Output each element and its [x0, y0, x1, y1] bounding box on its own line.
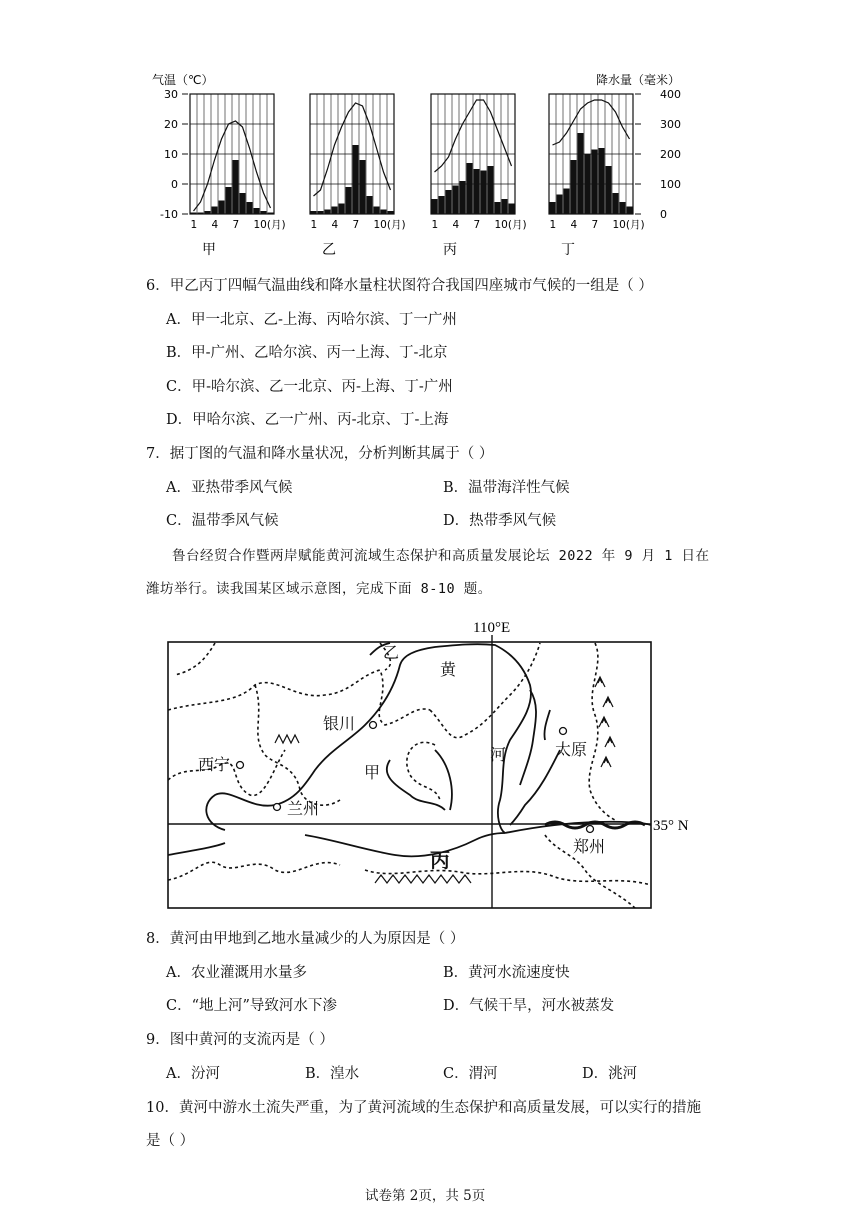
q9-option-a[interactable]: A．汾河 [166, 1066, 220, 1082]
precipitation-bar [474, 169, 480, 214]
precipitation-tick-label: 100 [660, 178, 681, 191]
precipitation-bar [233, 160, 239, 214]
label-he: 河 [490, 745, 507, 764]
chart-name-2: 乙 [322, 242, 336, 258]
precipitation-bar [360, 160, 366, 214]
month-tick-label: 10(月) [612, 219, 645, 231]
q7-stem: 7．据丁图的气温和降水量状况，分析判断其属于（ ） [146, 446, 494, 462]
temperature-tick-label: 0 [171, 178, 178, 191]
precipitation-bar [578, 133, 584, 214]
xining-marker [237, 762, 244, 769]
month-tick-label: 4 [211, 219, 219, 231]
q8-option-c[interactable]: C．“地上河”导致河水下渗 [166, 998, 337, 1014]
lanzhou-label: 兰州 [287, 799, 320, 818]
temperature-tick-label: 10 [164, 148, 178, 161]
yinchuan-marker [370, 722, 377, 729]
label-jia: 甲 [364, 763, 381, 782]
month-tick-label: 7 [591, 219, 599, 231]
precipitation-bar [613, 193, 619, 214]
label-bing: 丙 [430, 848, 450, 872]
latitude-label: 35° N [653, 818, 689, 834]
q9-option-d[interactable]: D．洮河 [582, 1066, 638, 1082]
precipitation-bar [247, 202, 253, 214]
precipitation-bar [318, 211, 324, 214]
precipitation-bar [353, 145, 359, 214]
precipitation-bar [367, 196, 373, 214]
precipitation-bar [467, 163, 473, 214]
month-tick-label: 4 [452, 219, 460, 231]
climate-charts [148, 70, 688, 270]
zhengzhou-marker [587, 826, 594, 833]
precipitation-bar [606, 166, 612, 214]
precipitation-bar [339, 204, 345, 215]
q7-option-d[interactable]: D．热带季风气候 [443, 513, 557, 529]
q9-stem: 9．图中黄河的支流丙是（ ） [146, 1032, 334, 1048]
precipitation-bar [388, 211, 394, 214]
precipitation-bar [432, 199, 438, 214]
precipitation-bar [446, 190, 452, 214]
precipitation-bar [509, 204, 515, 215]
precipitation-bar [592, 150, 598, 215]
passage-line-2: 潍坊举行。读我国某区域示意图，完成下面 8-10 题。 [146, 581, 492, 597]
q10-stem-continued: 是（ ） [146, 1133, 195, 1149]
month-tick-label: 10(月) [373, 219, 406, 231]
passage-line-1: 鲁台经贸合作暨两岸赋能黄河流域生态保护和高质量发展论坛 2022 年 9 月 1 日在 [172, 548, 710, 564]
precipitation-bar [599, 148, 605, 214]
precipitation-bar [571, 160, 577, 214]
month-tick-label: 1 [431, 219, 439, 231]
temperature-axis-label: 气温（℃） [152, 73, 214, 87]
month-tick-label: 1 [190, 219, 198, 231]
q6-option-d[interactable]: D．甲哈尔滨、乙一广州、丙-北京、丁-上海 [166, 412, 449, 428]
precipitation-bar [219, 201, 225, 215]
month-tick-label: 10(月) [494, 219, 527, 231]
q6-option-c[interactable]: C．甲-哈尔滨、乙一北京、丙-上海、丁-广州 [166, 379, 453, 395]
precipitation-bar [381, 210, 387, 215]
taiyuan-marker [560, 728, 567, 735]
zhengzhou-label: 郑州 [573, 837, 606, 856]
yinchuan-label: 银川 [323, 714, 356, 733]
precipitation-axis-label: 降水量（毫米） [596, 73, 681, 87]
precipitation-bar [481, 171, 487, 215]
page-footer: 试卷第 2页，共 5页 [365, 1188, 486, 1204]
precipitation-bar [240, 193, 246, 214]
temperature-tick-label: -10 [160, 208, 178, 221]
precipitation-bar [198, 213, 204, 215]
q7-option-a[interactable]: A．亚热带季风气候 [166, 480, 293, 496]
q8-option-b[interactable]: B．黄河水流速度快 [443, 965, 570, 981]
precipitation-bar [585, 154, 591, 214]
label-yi: 乙 [383, 643, 400, 662]
precipitation-bar [488, 166, 494, 214]
precipitation-bar [332, 207, 338, 215]
precipitation-bar [620, 202, 626, 214]
month-tick-label: 4 [570, 219, 578, 231]
q6-stem: 6．甲乙丙丁四幅气温曲线和降水量柱状图符合我国四座城市气候的一组是（ ） [146, 278, 653, 294]
temperature-tick-label: 30 [164, 88, 178, 101]
precipitation-bar [226, 187, 232, 214]
q8-option-a[interactable]: A．农业灌溉用水量多 [166, 965, 307, 981]
precipitation-tick-label: 300 [660, 118, 681, 131]
precipitation-bar [254, 208, 260, 214]
month-tick-label: 10(月) [253, 219, 286, 231]
q10-stem: 10．黄河中游水土流失严重，为了黄河流域的生态保护和高质量发展，可以实行的措施 [146, 1100, 701, 1116]
precipitation-bar [268, 213, 274, 215]
yellow-river-map [165, 615, 705, 915]
month-tick-label: 4 [331, 219, 339, 231]
label-huang: 黄 [440, 660, 457, 679]
precipitation-bar [205, 211, 211, 214]
month-tick-label: 7 [352, 219, 360, 231]
q7-option-c[interactable]: C．温带季风气候 [166, 513, 279, 529]
precipitation-bar [557, 195, 563, 215]
precipitation-bar [212, 207, 218, 215]
precipitation-bar [453, 186, 459, 215]
q6-option-b[interactable]: B．甲-广州、乙哈尔滨、丙一上海、丁-北京 [166, 345, 448, 361]
q7-option-b[interactable]: B．温带海洋性气候 [443, 480, 570, 496]
xining-label: 西宁 [198, 755, 231, 774]
precipitation-tick-label: 200 [660, 148, 681, 161]
q9-option-c[interactable]: C．渭河 [443, 1066, 498, 1082]
precipitation-bar [460, 181, 466, 214]
month-tick-label: 1 [549, 219, 557, 231]
precipitation-bar [502, 199, 508, 214]
temperature-tick-label: 20 [164, 118, 178, 131]
precipitation-bar [627, 207, 633, 215]
month-tick-label: 1 [310, 219, 318, 231]
precipitation-bar [191, 213, 197, 215]
chart-name-4: 丁 [561, 242, 575, 258]
precipitation-bar [374, 207, 380, 215]
precipitation-bar [439, 196, 445, 214]
lanzhou-marker [274, 804, 281, 811]
precipitation-bar [495, 202, 501, 214]
taiyuan-label: 太原 [555, 740, 588, 759]
precipitation-bar [550, 202, 556, 214]
q6-option-a[interactable]: A．甲一北京、乙-上海、丙哈尔滨、丁一广州 [166, 312, 457, 328]
precipitation-bar [261, 211, 267, 214]
month-tick-label: 7 [232, 219, 240, 231]
precipitation-tick-label: 400 [660, 88, 681, 101]
q9-option-b[interactable]: B．湟水 [305, 1066, 360, 1082]
longitude-label: 110°E [473, 620, 511, 636]
q8-stem: 8．黄河由甲地到乙地水量减少的人为原因是（ ） [146, 931, 465, 947]
month-tick-label: 7 [473, 219, 481, 231]
precipitation-tick-label: 0 [660, 208, 667, 221]
precipitation-bar [325, 210, 331, 215]
precipitation-bar [346, 187, 352, 214]
precipitation-bar [311, 211, 317, 214]
chart-name-1: 甲 [202, 242, 216, 258]
chart-name-3: 丙 [443, 242, 457, 258]
q8-option-d[interactable]: D．气候干旱，河水被蒸发 [443, 998, 615, 1014]
precipitation-bar [564, 189, 570, 215]
